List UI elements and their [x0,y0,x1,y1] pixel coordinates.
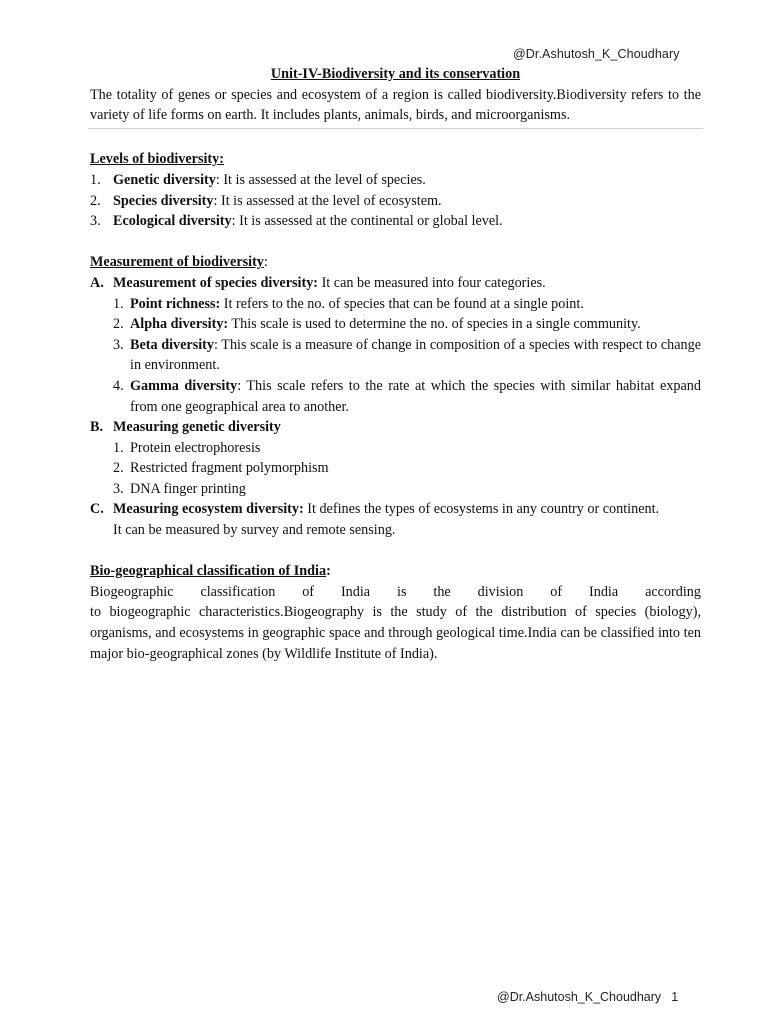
intro-paragraph: The totality of genes or species and ecosystem of a region is called biodiversity.Biodiversity refers to the variety of life forms on earth. It includes plants, animals, birds, and microorganisms. [90,86,701,124]
header-author: @Dr.Ashutosh_K_Choudhary [513,47,680,61]
measurement-item-a: A. Measurement of species diversity: It can be measured into four categories. [90,274,546,291]
measurement-heading: Measurement of biodiversity: [90,254,268,271]
levels-item: 3. Ecological diversity: It is assessed at the continental or global level. [90,213,503,230]
species-diversity-item: 2. Alpha diversity: This scale is used to determine the no. of species in a single community. [113,316,641,333]
genetic-diversity-item: 1. Protein electrophoresis [113,439,261,456]
page-content [90,64,701,664]
page-number: 1 [671,990,679,1004]
ecosystem-diversity-note: It can be measured by survey and remote sensing. [113,522,396,539]
biogeo-paragraph: to biogeographic characteristics.Biogeography is the study of the distribution of species (biology), organisms, and ecosystems in geographic space and through geological time.India can be classified into ten major bio-geographical zones (by Wildlife Institute of India). [90,604,701,662]
levels-item: 1. Genetic diversity: It is assessed at the level of species. [90,171,426,188]
measurement-item-b: B. Measuring genetic diversity [90,419,281,436]
footer [497,990,678,1004]
species-diversity-item: 1. Point richness: It refers to the no. of species that can be found at a single point. [113,295,584,312]
levels-item: 2. Species diversity: It is assessed at the level of ecosystem. [90,192,442,209]
page-title: Unit-IV-Biodiversity and its conservation [270,66,521,82]
genetic-diversity-item: 3. DNA finger printing [113,480,246,497]
species-diversity-item: 4. Gamma diversity: This scale refers to the rate at which the species with similar habitat expand from one geographical area to another. [113,377,701,415]
species-diversity-item: 3. Beta diversity: This scale is a measure of change in composition of a species with respect to change in environment. [113,336,701,374]
measurement-item-c: C. Measuring ecosystem diversity: It defines the types of ecosystems in any country or continent. [90,501,660,518]
biogeo-heading: Bio-geographical classification of India: [90,563,331,580]
biogeo-paragraph-first-line: Biogeographic classification of India is the division of India according [90,583,701,600]
genetic-diversity-item: 2. Restricted fragment polymorphism [113,460,329,477]
levels-heading: Levels of biodiversity: [90,151,224,168]
footer-author: @Dr.Ashutosh_K_Choudhary [497,990,662,1004]
